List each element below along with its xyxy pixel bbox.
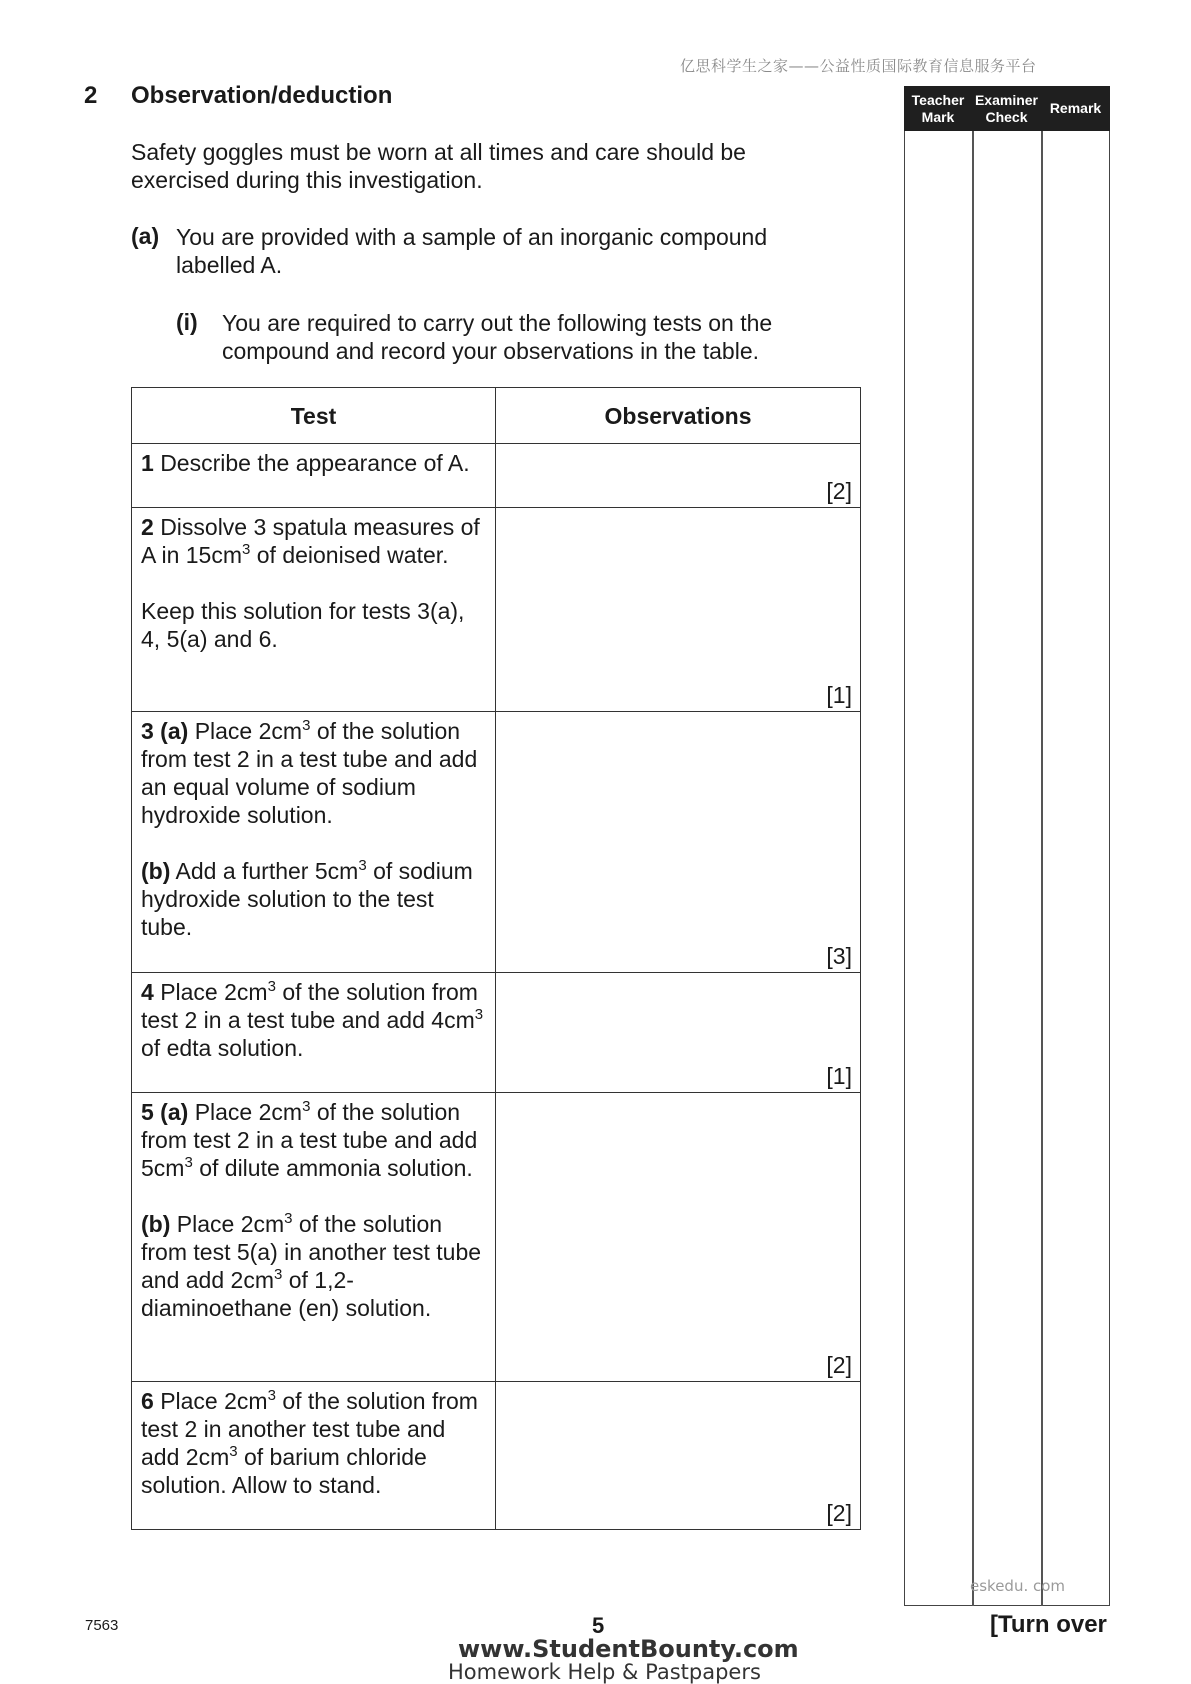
test-cell-5: 5 (a) Place $2cm^3$ of the solution from test 2 in a test tube and add $5cm^3$ of dilute ammonia solution. (b) Place $2cm^3$ of the solution from test 5(a) in another test tube and add $2cm^3$ of 1,2-diaminoethane (en) solution. (132, 1093, 496, 1382)
observation-table (131, 387, 861, 1530)
header-watermark: 亿思科学生之家——公益性质国际教育信息服务平台 (680, 57, 1037, 75)
part-i-label: (i) (176, 309, 198, 335)
header-test: Test (132, 388, 496, 444)
table-row-5 (132, 1093, 861, 1382)
question-number: 2 (84, 82, 98, 109)
mark-allocation: [1] (826, 682, 852, 708)
marking-margin (904, 86, 1110, 1606)
margin-divider (1041, 86, 1043, 1606)
observation-cell-5[interactable] (496, 1093, 861, 1382)
part-a-label: (a) (131, 223, 160, 249)
examiner-check-header: Examiner Check (974, 91, 1039, 125)
observation-cell-3[interactable] (496, 712, 861, 973)
part-a-text: You are provided with a sample of an inorganic compound labelled A. (176, 224, 768, 278)
table-row-4 (132, 973, 861, 1093)
question-title: Observation/deduction (131, 82, 393, 109)
margin-divider (972, 86, 974, 1606)
observation-cell-6[interactable] (496, 1382, 861, 1530)
test-cell-2: 2 Dissolve 3 spatula measures of A in $15cm^3$ of deionised water. Keep this solution for tests 3(a), 4, 5(a) and 6. (132, 508, 496, 712)
mark-allocation: [2] (826, 478, 852, 504)
observation-cell-4[interactable] (496, 973, 861, 1093)
turn-over-label: [Turn over (990, 1611, 1107, 1638)
eskedu-watermark: eskedu. com (970, 1577, 1066, 1595)
table-header-row (132, 388, 861, 444)
studentbounty-tagline: Homework Help & Pastpapers (448, 1660, 761, 1684)
remark-header: Remark (1049, 100, 1102, 116)
page-number: 5 (592, 1613, 605, 1638)
table-row-3 (132, 712, 861, 973)
marking-margin-header (904, 86, 1110, 131)
table-row-2 (132, 508, 861, 712)
mark-allocation: [2] (826, 1352, 852, 1378)
test-cell-1: 1 Describe the appearance of A. (132, 444, 496, 508)
test-cell-4: 4 Place $2cm^3$ of the solution from test 2 in a test tube and add $4cm^3$ of edta solution. (132, 973, 496, 1093)
safety-instruction: Safety goggles must be worn at all times and care should be exercised during this investigation. (131, 139, 746, 193)
mark-allocation: [3] (826, 943, 852, 969)
observation-cell-2[interactable] (496, 508, 861, 712)
header-observations: Observations (496, 388, 861, 444)
part-i-text: You are required to carry out the following tests on the compound and record your observations in the table. (222, 310, 773, 364)
mark-allocation: [2] (826, 1500, 852, 1526)
teacher-mark-header: Teacher Mark (911, 91, 965, 125)
table-row-6 (132, 1382, 861, 1530)
observation-cell-1[interactable] (496, 444, 861, 508)
test-cell-3: 3 (a) Place $2cm^3$ of the solution from test 2 in a test tube and add an equal volume of sodium hydroxide solution. (b) Add a further $5cm^3$ of sodium hydroxide solution to the test tube. (132, 712, 496, 973)
studentbounty-url: www.StudentBounty.com (458, 1635, 799, 1663)
paper-code: 7563 (85, 1617, 119, 1634)
mark-allocation: [1] (826, 1063, 852, 1089)
test-cell-6: 6 Place $2cm^3$ of the solution from test 2 in another test tube and add $2cm^3$ of barium chloride solution. Allow to stand. (132, 1382, 496, 1530)
table-row-1 (132, 444, 861, 508)
